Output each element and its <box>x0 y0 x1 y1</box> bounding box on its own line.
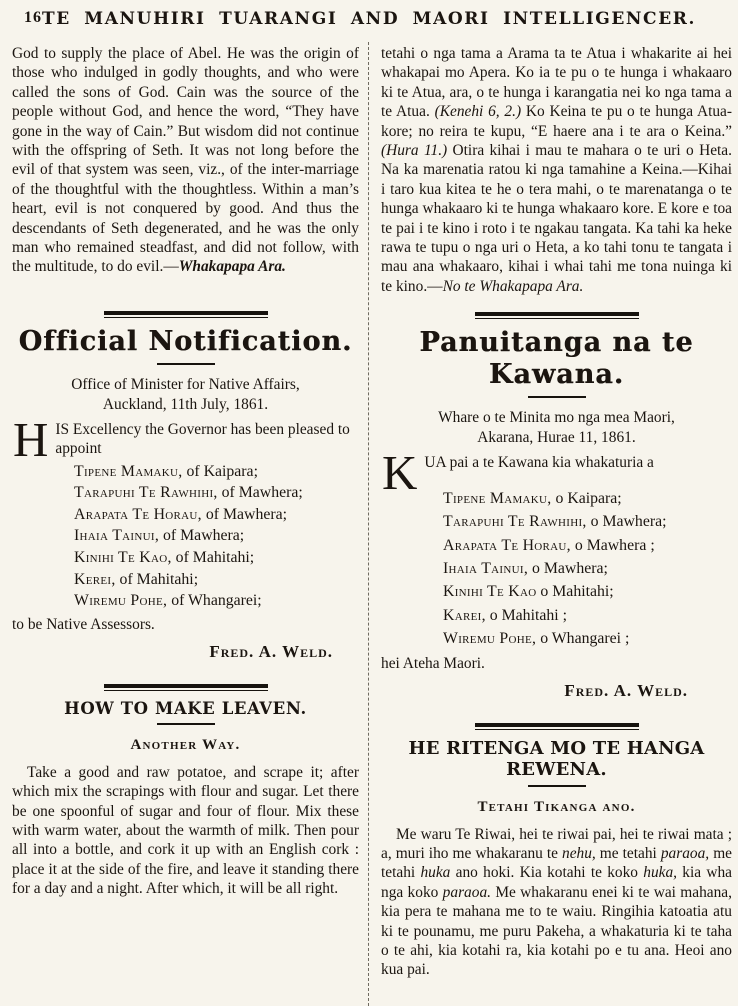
office-address-line-1: Office of Minister for Native Affairs, <box>71 375 300 393</box>
assessor-name: Tarapuhi Te Rawhihi, <box>74 484 218 502</box>
assessor-name-line <box>443 510 732 533</box>
title-rule <box>528 785 586 787</box>
italic-run: nehu, <box>562 844 596 862</box>
assessor-name: Arapata Te Horau, <box>74 505 202 523</box>
text-run: me tetahi <box>595 844 661 862</box>
text-run: Ko Keina te pu o te hunga Atua-kore; no reira te kupu, “E haere ana i te ara o Keina.” <box>381 103 732 140</box>
assessor-name-line <box>74 547 359 569</box>
right-column <box>369 42 738 980</box>
columns <box>0 42 738 980</box>
italic-run: No te Whakapapa Ara. <box>442 277 584 295</box>
right-office-block <box>381 408 732 448</box>
right-closing-line: hei Ateha Maori. <box>381 654 485 672</box>
column-divider <box>368 42 369 1006</box>
assessor-name-line <box>443 627 732 650</box>
assessor-place: of Mawhera; <box>201 505 288 523</box>
assessor-name-line <box>74 525 359 547</box>
text-run: Me whakaranu enei ki te wai mahana, kia pera te mahana me to te waiu. Ringihia katoatia atu ki te pounamu, me puru Pakeha, a whakaturia ki te taha o te ahi, kia kotahi ra, kia kotahi po e tu ana. Heoi ano kua pai. <box>381 883 732 979</box>
title-rule <box>157 363 215 365</box>
assessor-name-line <box>74 504 359 526</box>
drop-cap: H <box>13 411 49 467</box>
assessor-place: of Mahitahi; <box>115 570 199 588</box>
assessor-place: of Mawhera; <box>159 527 245 545</box>
italic-run: Whakapapa Ara. <box>178 258 286 276</box>
assessor-name: Wiremu Pohe, <box>443 630 537 648</box>
text-run: ano hoki. Kia kotahi te koko <box>450 864 644 882</box>
assessor-place: o Mawhera; <box>528 559 608 577</box>
assessor-place: o Mawhera ; <box>570 536 655 554</box>
assessor-name-line <box>443 487 732 510</box>
left-recipe-paragraph <box>12 763 359 899</box>
title-rule <box>528 396 586 398</box>
section-rule <box>104 311 268 318</box>
assessor-name: Tipene Mamaku, <box>443 489 552 507</box>
italic-run: (Hura 11.) <box>381 142 448 160</box>
drop-cap: K <box>382 445 418 501</box>
office-address-line-1: Whare o te Minita mo nga mea Maori, <box>438 409 675 427</box>
assessor-place: of Mahitahi; <box>171 549 255 567</box>
assessor-name: Kerei, <box>74 570 116 588</box>
assessor-place: o Mahitahi ; <box>485 606 567 624</box>
section-rule <box>104 684 268 691</box>
left-lead-paragraph <box>12 411 359 467</box>
assessor-name: Wiremu Pohe, <box>74 592 168 610</box>
assessor-place: of Mawhera; <box>217 484 303 502</box>
assessor-place: of Whangarei; <box>167 592 262 610</box>
title-rule <box>157 723 215 725</box>
section-rule <box>475 723 639 730</box>
assessor-place: o Mahitahi; <box>536 583 614 601</box>
left-column <box>0 42 369 899</box>
lead-text: UA pai a te Kawana kia whakaturia a <box>424 454 654 472</box>
assessor-name: Arapata Te Horau, <box>443 536 571 554</box>
left-section-title: Official Notification. <box>18 325 353 357</box>
text-run: Me waru Te Riwai, hei te riwai pai, hei te riwai mata ; a, muri iho me whakaranu te <box>381 825 732 862</box>
text-run: kia wha nga koko <box>381 864 732 901</box>
section-rule <box>475 312 639 319</box>
text-run: me tetahi <box>381 844 733 882</box>
assessor-name-line <box>443 604 732 627</box>
assessor-name: Karei, <box>443 606 486 624</box>
left-names-list <box>74 461 359 612</box>
assessor-place: of Kaipara; <box>182 462 258 480</box>
page-number: 16 <box>24 9 42 26</box>
right-recipe-subtitle: Tetahi Tikanga ano. <box>477 798 636 815</box>
assessor-name: Ihaia Tainui, <box>443 559 529 577</box>
lead-text: IS Excellency the Governor has been pleased to appoint <box>55 420 350 458</box>
assessor-name: Tarapuhi Te Rawhihi, <box>443 513 587 531</box>
left-closing-line: to be Native Assessors. <box>12 615 155 633</box>
assessor-place: o Kaipara; <box>551 489 622 507</box>
right-signature: Fred. A. Weld. <box>564 680 688 700</box>
assessor-name-line <box>74 482 359 504</box>
assessor-name-line <box>74 569 359 591</box>
assessor-name-line <box>443 534 732 557</box>
assessor-name-line <box>443 580 732 603</box>
office-address-line-2: Auckland, 11th July, 1861. <box>102 395 269 413</box>
italic-run: paraoa, <box>660 844 710 862</box>
right-intro-paragraph <box>381 44 732 296</box>
italic-run: paraoa. <box>442 883 491 901</box>
italic-run: (Kenehi 6, 2.) <box>434 103 522 121</box>
assessor-name-line <box>443 557 732 580</box>
italic-run: huka, <box>643 864 678 882</box>
text-run: tetahi o nga tama a Arama ta te Atua i whakarite ai hei whakapai mo Apera. Ko ia te pu o te hunga i whakaaro ki te Atua, ara, o te hunga i karangatia nei ko nga tama a te Atua. <box>381 45 732 121</box>
left-recipe-subtitle: Another Way. <box>130 736 241 753</box>
assessor-name-line <box>74 461 359 483</box>
assessor-name: Kinihi Te Kao <box>443 583 537 601</box>
right-names-list <box>443 487 732 651</box>
right-recipe-title: HE RITENGA MO TE HANGA REWENA. <box>408 737 705 780</box>
assessor-name: Ihaia Tainui, <box>74 527 160 545</box>
left-office-block <box>12 375 359 415</box>
left-intro-paragraph <box>12 44 359 277</box>
italic-run: huka <box>420 864 451 882</box>
office-address-line-2: Akarana, Hurae 11, 1861. <box>477 429 636 447</box>
left-signature: Fred. A. Weld. <box>209 641 333 661</box>
assessor-name-line <box>74 590 359 612</box>
assessor-place: o Mawhera; <box>586 513 667 531</box>
assessor-name: Tipene Mamaku, <box>74 462 183 480</box>
masthead-title: TE MANUHIRI TUARANGI AND MAORI INTELLIGENCER. <box>41 9 696 29</box>
right-section-title: Panuitanga na te Kawana. <box>419 327 694 391</box>
text-run: God to supply the place of Abel. He was the origin of those who indulged in godly thoughts, and who were called the sons of God. Cain was the source of the people without God, and hence the word, “They have gone in the way of Cain.” But wisdom did not continue with the offspring of Seth. It was not long before the evil of that system was seen, viz., of the inter-marriage of the thoughtful with the thoughtless. Within a man’s heart, evil is not conquered by good. And thus the descendants of Seth degenerated, and he was the only man who remained steadfast, and did not follow, with the multitude, to do evil.— <box>12 45 359 276</box>
right-recipe-paragraph <box>381 825 732 980</box>
masthead <box>0 6 738 42</box>
text-run: Take a good and raw potatoe, and scrape it; after which mix the scrapings with flour and sugar. Let there be one spoonful of sugar and four of flour. Mix these with warm water, about the warmth of milk. Then pour all into a bottle, and cork it up with an English cork : place it at the side of the fire, and leave it standing there for a day and a night. After which, it will be all right. <box>12 763 359 898</box>
text-run: Otira kihai i mau te mahara o te uri o Heta. Na ka marenatia ratou ki nga tamahine a Keina.—Kihai i taro kua kitea te he o tera mahi, o te marenatanga o te hunga whakaaro ki te hunga whakaaro kore. E kore e toa te pai i te kino i roto i te ngakau tangata. Ka tahi ka heke rawa te tupu o nga uri o Heta, a ko tahi tonu te tangata i mau ana whakaaro, kihai i whai tahi me tona nuinga ki te kino.— <box>381 142 732 295</box>
assessor-place: o Whangarei ; <box>536 630 630 648</box>
left-recipe-title: HOW TO MAKE LEAVEN. <box>64 698 307 718</box>
assessor-name: Kinihi Te Kao, <box>74 549 172 567</box>
